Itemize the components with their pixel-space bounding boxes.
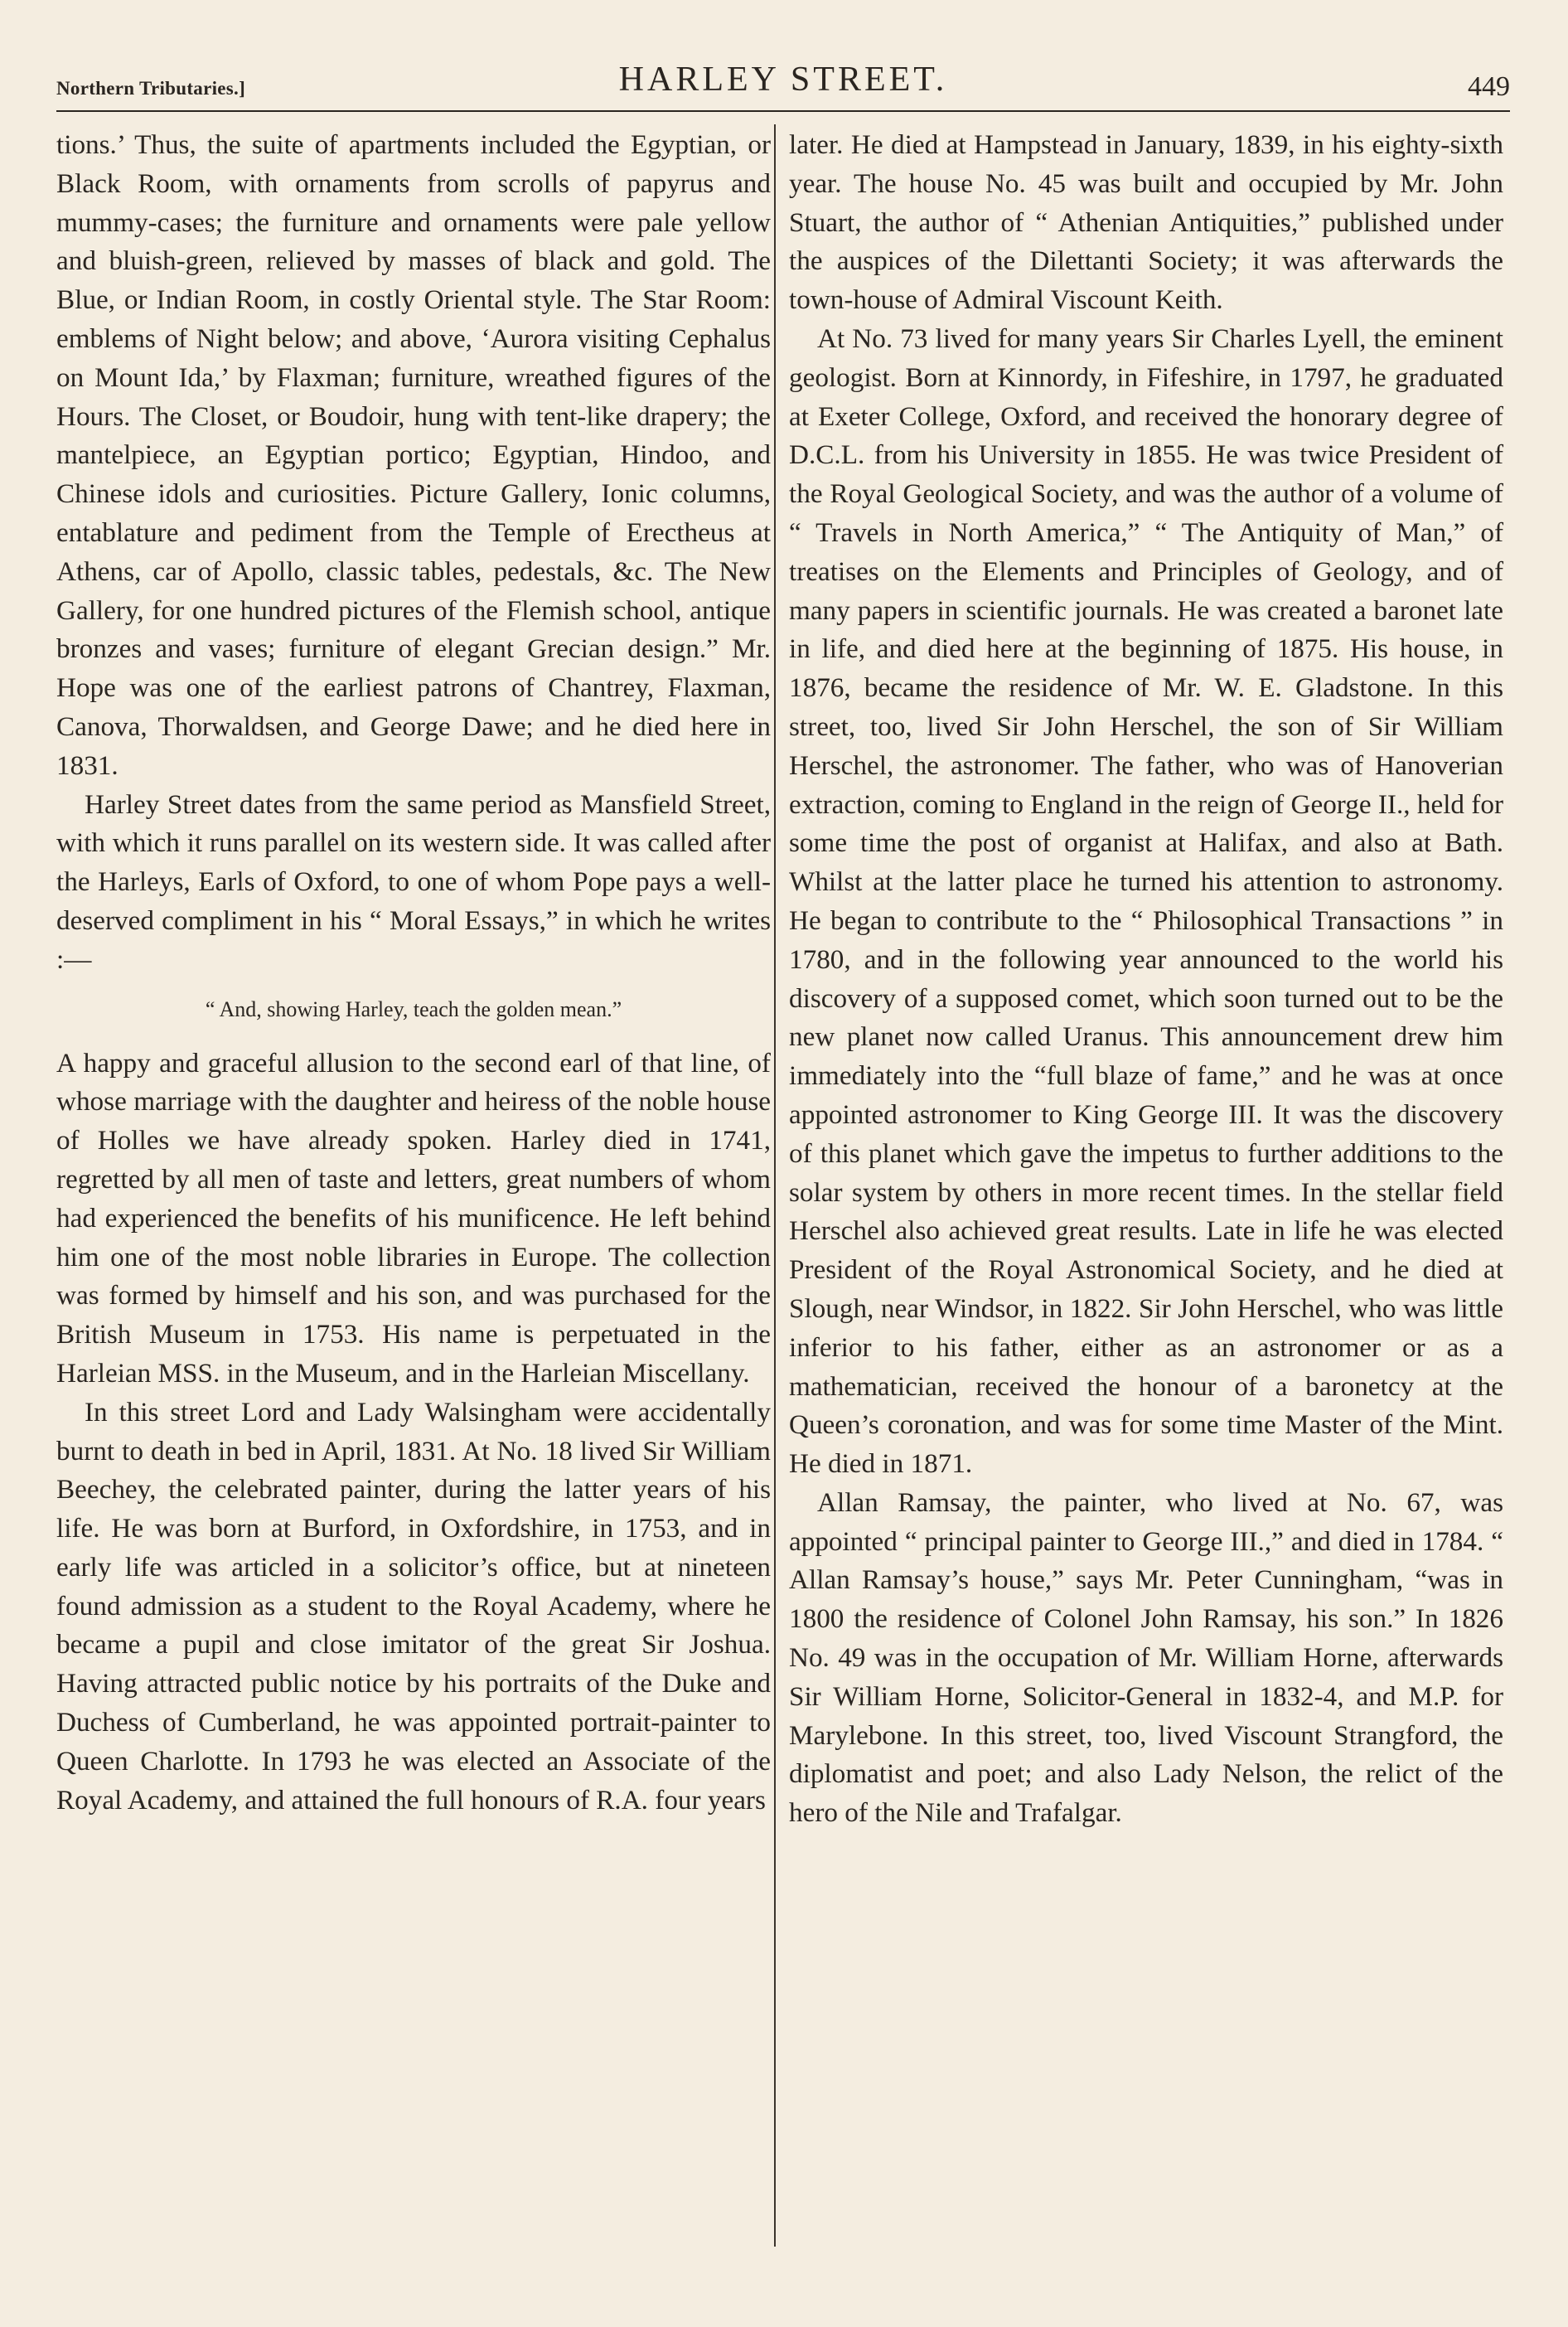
paragraph: later. He died at Hampstead in January, 1839, in his eighty-sixth year. The house No. 45 was built and occupied by Mr. John Stuart, the author of “ Athenian Antiquities,” published under the auspices of the Dilettanti Society; it was afterwards the town-house of Admiral Viscount Keith.: [789, 129, 1503, 316]
paragraph: In this street Lord and Lady Walsingham were accidentally burnt to death in bed in April, 1831. At No. 18 lived Sir William Beechey, the celebrated painter, during the latter years of his life. He was born at Burford, in Oxfordshire, in 1753, and in early life was articled in a solicitor’s office, but at nineteen found admission as a student to the Royal Academy, where he became a pupil and close imitator of the great Sir Joshua. Having attracted public notice by his portraits of the Duke and Duchess of Cumberland, he was appointed portrait-painter to Queen Charlotte. In 1793 he was elected an Associate of the Royal Academy, and attained the full honours of R.A. four years: [56, 1396, 771, 1816]
page-number: 449: [1468, 71, 1510, 102]
column-divider: [774, 124, 776, 2247]
section-label: Northern Tributaries.]: [56, 78, 246, 99]
paragraph: At No. 73 lived for many years Sir Charles Lyell, the eminent geologist. Born at Kinnordy, in Fifeshire, in 1797, he graduated at Exeter College, Oxford, and received the honorary degree of D.C.L. from his University in 1855. He was twice President of the Royal Geological Society, and was the author of a volume of “ Travels in North America,” “ The Antiquity of Man,” of treatises on the Elements and Principles of Geology, and of many papers in scientific journals. He was created a baronet late in life, and died here at the beginning of 1875. His house, in 1876, became the residence of Mr. W. E. Gladstone. In this street, too, lived Sir John Herschel, the son of Sir William Herschel, the astronomer. The father, who was of Hanoverian extraction, coming to England in the reign of George II., held for some time the post of organist at Halifax, and also at Bath. Whilst at the latter place he turned his attention to astronomy. He began to contribute to the “ Philosophical Transactions ” in 1780, and in the following year announced to the world his discovery of a supposed comet, which soon turned out to be the new planet now called Uranus. This announcement drew him immediately into the “full blaze of fame,” and he was at once appointed astronomer to King George III. It was the discovery of this planet which gave the impetus to further additions to the solar system by others in more recent times. In the stellar field Herschel also achieved great results. Late in life he was elected President of the Royal Astronomical Society, and he died at Slough, near Windsor, in 1822. Sir John Herschel, who was little inferior to his father, either as an astronomer or as a mathematician, received the honour of a baronetcy at the Queen’s coronation, and was for some time Master of the Mint. He died in 1871.: [789, 322, 1503, 1480]
paragraph: A happy and graceful allusion to the second earl of that line, of whose marriage with the daughter and heiress of the noble house of Holles we have already spoken. Harley died in 1741, regretted by all men of taste and letters, great numbers of whom had experienced the benefits of his munificence. He left behind him one of the most noble libraries in Europe. The collection was formed by himself and his son, and was purchased for the British Museum in 1753. His name is perpetuated in the Harleian MSS. in the Museum, and in the Harleian Miscellany.: [56, 1047, 771, 1389]
header-rule: [56, 110, 1510, 112]
paragraph: Allan Ramsay, the painter, who lived at No. 67, was appointed “ principal painter to George III.,” and died in 1784. “ Allan Ramsay’s house,” says Mr. Peter Cunningham, “was in 1800 the residence of Colonel John Ramsay, his son.” In 1826 No. 49 was in the occupation of Mr. William Horne, afterwards Sir William Horne, Solicitor-General in 1832-4, and M.P. for Marylebone. In this street, too, lived Viscount Strangford, the diplomatist and poet; and also Lady Nelson, the relict of the hero of the Nile and Trafalgar.: [789, 1486, 1503, 1829]
left-column: [56, 126, 771, 1820]
paragraph: tions.’ Thus, the suite of apartments included the Egyptian, or Black Room, with ornaments from scrolls of papyrus and mummy-cases; the furniture and ornaments were pale yellow and bluish-green, relieved by masses of black and gold. The Blue, or Indian Room, in costly Oriental style. The Star Room: emblems of Night below; and above, ‘Aurora visiting Cephalus on Mount Ida,’ by Flaxman; furniture, wreathed figures of the Hours. The Closet, or Boudoir, hung with tent-like drapery; the mantelpiece, an Egyptian portico; Egyptian, Hindoo, and Chinese idols and curiosities. Picture Gallery, Ionic columns, entablature and pediment from the Temple of Erectheus at Athens, car of Apollo, classic tables, pedestals, &c. The New Gallery, for one hundred pictures of the Flemish school, antique bronzes and vases; furniture of elegant Grecian design.” Mr. Hope was one of the earliest patrons of Chantrey, Flaxman, Canova, Thorwaldsen, and George Dawe; and he died here in 1831.: [56, 129, 771, 781]
page-title: HARLEY STREET.: [618, 61, 948, 99]
paragraph: Harley Street dates from the same period as Mansfield Street, with which it runs parallel on its western side. It was called after the Harleys, Earls of Oxford, to one of whom Pope pays a well-deserved compliment in his “ Moral Essays,” in which he writes :—: [56, 788, 771, 975]
right-column: [789, 126, 1503, 1833]
block-quote: “ And, showing Harley, teach the golden mean.”: [205, 996, 622, 1021]
running-head: [56, 60, 1510, 111]
